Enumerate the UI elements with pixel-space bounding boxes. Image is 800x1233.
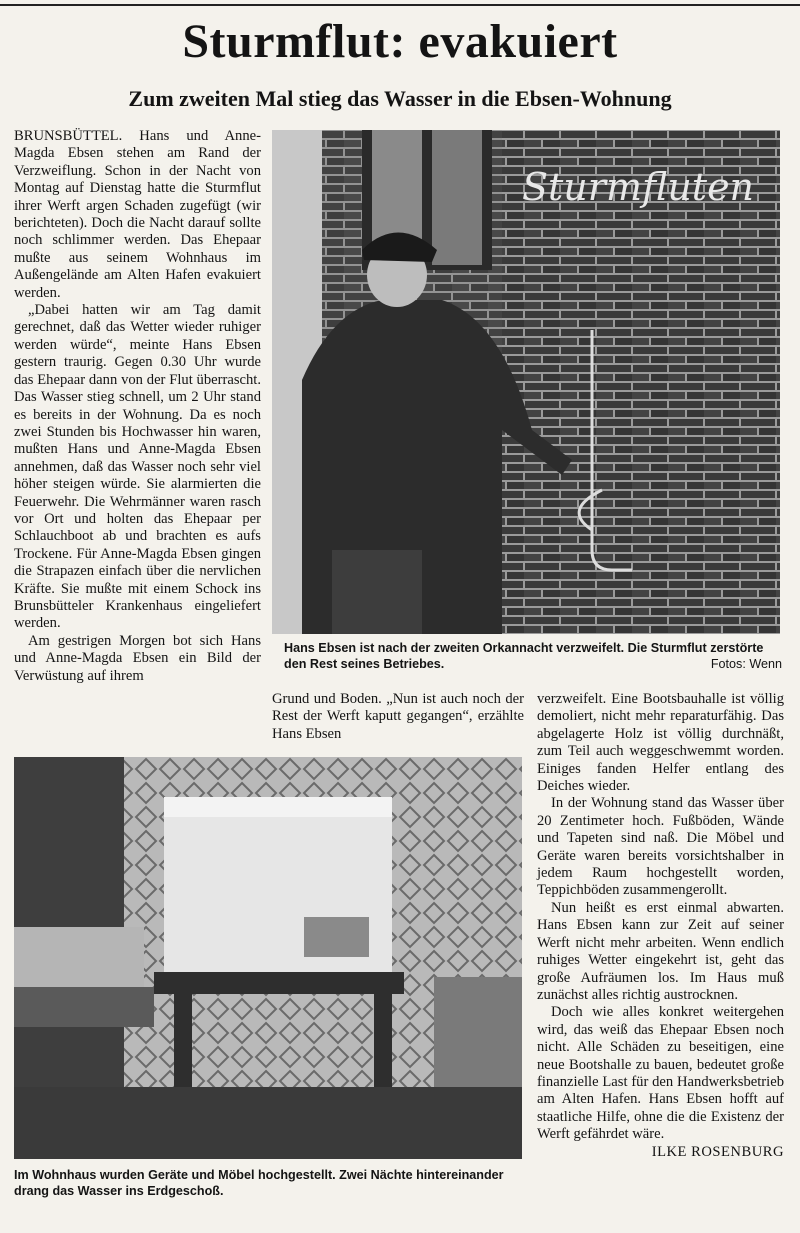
paragraph: BRUNSBÜTTEL. Hans und Anne-Magda Ebsen stehen am Rand der Verzweiflung. Schon in der Nacht von Montag auf Dienstag hatte die Sturmflut ihrer Werft argen Schaden zugefügt (wir berichteten). Doch die Nacht darauf sollte noch schlimmer werden. Das Ehepaar mußte aus seinem Wohnhaus im Außengelände am Alten Hafen evakuiert werden. — [14, 128, 261, 301]
paragraph: Doch wie alles konkret weitergehen wird, das weiß das Ehepaar Ebsen noch nicht. Alle Schäden zu beseitigen, eine neue Bootshalle zu bauen, bedeutet große finanzielle Last für den Handwerksbetrieb am Alten Hafen. Hans Ebsen hofft auf staatliche Hilfe, ohne die die Existenz der Werft gefährdet wäre. — [537, 1004, 784, 1143]
headline: Sturmflut: evakuiert — [182, 15, 618, 68]
photo-credit: Fotos: Wenn — [710, 657, 782, 671]
author-name: ILKE ROSENBURG — [651, 1143, 784, 1160]
subheadline: Zum zweiten Mal stieg das Wasser in die Ebsen-Wohnung — [128, 86, 672, 111]
photo-living-room — [14, 757, 522, 1159]
paragraph: Nun heißt es erst einmal abwarten. Hans Ebsen kann zur Zeit auf seiner Werft nicht mehr arbeiten. Wenn endlich ruhiges Wetter eingekehrt ist, geht das große Aufräumen los. Im Haus muß zunächst alles richtig austrocknen. — [537, 899, 784, 1003]
article-column-3 — [537, 691, 784, 1161]
article-column-1 — [14, 128, 261, 685]
paragraph: „Dabei hatten wir am Tag damit gerechnet, daß das Wetter wieder ruhiger werden würde“, meinte Hans Ebsen gestern traurig. Gegen 0.30 Uhr wurde das Ehepaar dann von der Flut überrascht. Das Wasser stieg schnell, um 2 Uhr stand es bereits in der Wohnung. Da es noch zwei Stunden bis Hochwasser hin waren, mußten Hans und Anne-Magda Ebsen annehmen, daß das Wasser noch sehr viel höher steigen würde. Sie alarmierten die Feuerwehr. Die Wehrmänner waren rasch vor Ort und holten das Ehepaar per Schlauchboot ab und brachten es aufs Trockene. Für Anne-Magda Ebsen gingen die Strapazen einfach über die nervlichen Kräfte. Sie mußte mit einem Schock ins Brunsbütteler Krankenhaus eingeliefert werden. — [14, 302, 261, 632]
paragraph: verzweifelt. Eine Bootsbauhalle ist völlig demoliert, nicht mehr reparaturfähig. Das abgelagerte Holz ist völlig durchnäßt, zum Teil auch weggeschwemmt worden. Einiges fanden Helfer entlang des Deiches wieder. — [537, 691, 784, 795]
photo-living-room-caption: Im Wohnhaus wurden Geräte und Möbel hochgestellt. Zwei Nächte hintereinander drang das Wasser ins Erdgeschoß. — [14, 1168, 504, 1198]
photo-hans-ebsen-image — [272, 130, 780, 634]
paragraph: In der Wohnung stand das Wasser über 20 Zentimeter hoch. Fußböden, Wände und Tapeten sind naß. Die Möbel und Geräte waren bereits vorsichtshalber in jedem Raum hochgestellt worden, Teppichböden zusammengerollt. — [537, 795, 784, 899]
article-column-2 — [272, 691, 524, 743]
wall-sign-text: Sturmfluten — [522, 165, 755, 209]
caption-text: Hans Ebsen ist nach der zweiten Orkannacht verzweifelt. Die Sturmflut zerstörte den Rest seines Betriebes. — [284, 641, 764, 671]
photo-hans-ebsen — [272, 130, 780, 634]
top-rule — [0, 4, 800, 6]
photo-hans-ebsen-caption — [284, 640, 782, 672]
paragraph: Am gestrigen Morgen bot sich Hans und Anne-Magda Ebsen ein Bild der Verwüstung auf ihrem — [14, 632, 261, 684]
photo-living-room-image — [14, 757, 522, 1159]
paragraph: Grund und Boden. „Nun ist auch noch der Rest der Werft kaputt gegangen“, erzählte Hans Ebsen — [272, 691, 524, 742]
